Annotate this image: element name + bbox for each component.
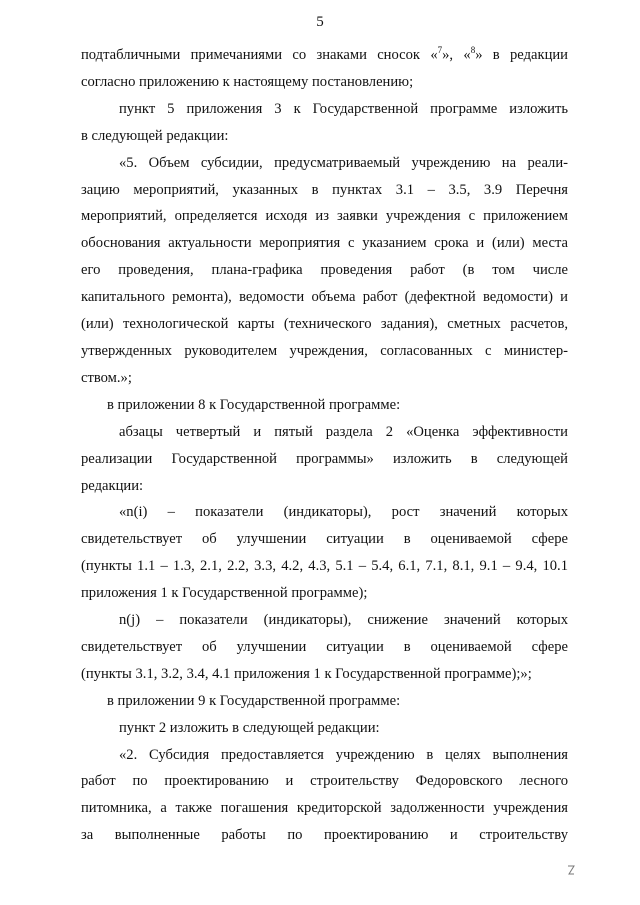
paragraph-line: капитального ремонта), ведомости объема работ (дефектной ведомости) и [81,289,568,306]
document-body [81,42,568,849]
paragraph-line: (пункты 3.1, 3.2, 3.4, 4.1 приложения 1 к Государственной программе);»; [81,665,532,682]
document-stamp-mark [566,864,576,876]
paragraph-line: ством.»; [81,369,132,386]
paragraph-line: в следующей редакции: [81,127,229,144]
paragraph-line: «2. Субсидия предоставляется учреждению в целях выполнения [119,746,568,763]
paragraph-line: приложения 1 к Государственной программе); [81,585,368,602]
paragraph-line: обоснования актуальности мероприятия с указанием срока и (или) места [81,235,568,252]
paragraph-line: пункт 5 приложения 3 к Государственной программе изложить [119,100,568,117]
paragraph-line: пункт 2 изложить в следующей редакции: [119,719,380,736]
paragraph-line: мероприятий, определяется исходя из заявки учреждения с приложением [81,208,568,225]
paragraph-line: (или) технологической карты (технического задания), сметных расчетов, [81,316,568,333]
paragraph-line: согласно приложению к настоящему постановлению; [81,73,414,90]
paragraph-line: работ по проектированию и строительству Федоровского лесного [81,773,568,790]
paragraph-line: в приложении 8 к Государственной программе: [107,396,401,413]
page-number: 5 [316,14,324,30]
paragraph-line: в приложении 9 к Государственной программе: [107,692,401,709]
paragraph-line: реализации Государственной программы» изложить в следующей [81,450,568,467]
paragraph-line: за выполненные работы по проектированию и строительству [81,827,568,844]
paragraph-line: питомника, а также погашения кредиторской задолженности учреждения [81,800,568,817]
paragraph-line: «n(i) – показатели (индикаторы), рост значений которых [119,504,568,521]
paragraph-line: утвержденных руководителем учреждения, согласованных с министер- [81,342,568,359]
paragraph-line: зацию мероприятий, указанных в пунктах 3.1 – 3.5, 3.9 Перечня [81,181,568,198]
paragraph-line: «5. Объем субсидии, предусматриваемый учреждению на реали- [119,154,568,171]
paragraph-line: (пункты 1.1 – 1.3, 2.1, 2.2, 3.3, 4.2, 4.3, 5.1 – 5.4, 6.1, 7.1, 8.1, 9.1 – 9.4, 10.1 [81,558,568,575]
footnote-marker: 8 [470,45,476,55]
paragraph-line: редакции: [81,477,144,494]
footnote-marker: 7 [437,45,443,55]
paragraph-line: подтабличными примечаниями со знаками сносок «$^7$», «$^8$» в редакции [81,45,568,63]
paragraph-line: свидетельствует об улучшении ситуации в оцениваемой сфере [81,638,568,655]
paragraph-line: свидетельствует об улучшении ситуации в оцениваемой сфере [81,531,568,548]
paragraph-line: его проведения, плана-графика проведения работ (в том числе [81,262,568,279]
paragraph-line: n(j) – показатели (индикаторы), снижение значений которых [119,612,568,629]
paragraph-line: абзацы четвертый и пятый раздела 2 «Оценка эффективности [119,423,568,440]
